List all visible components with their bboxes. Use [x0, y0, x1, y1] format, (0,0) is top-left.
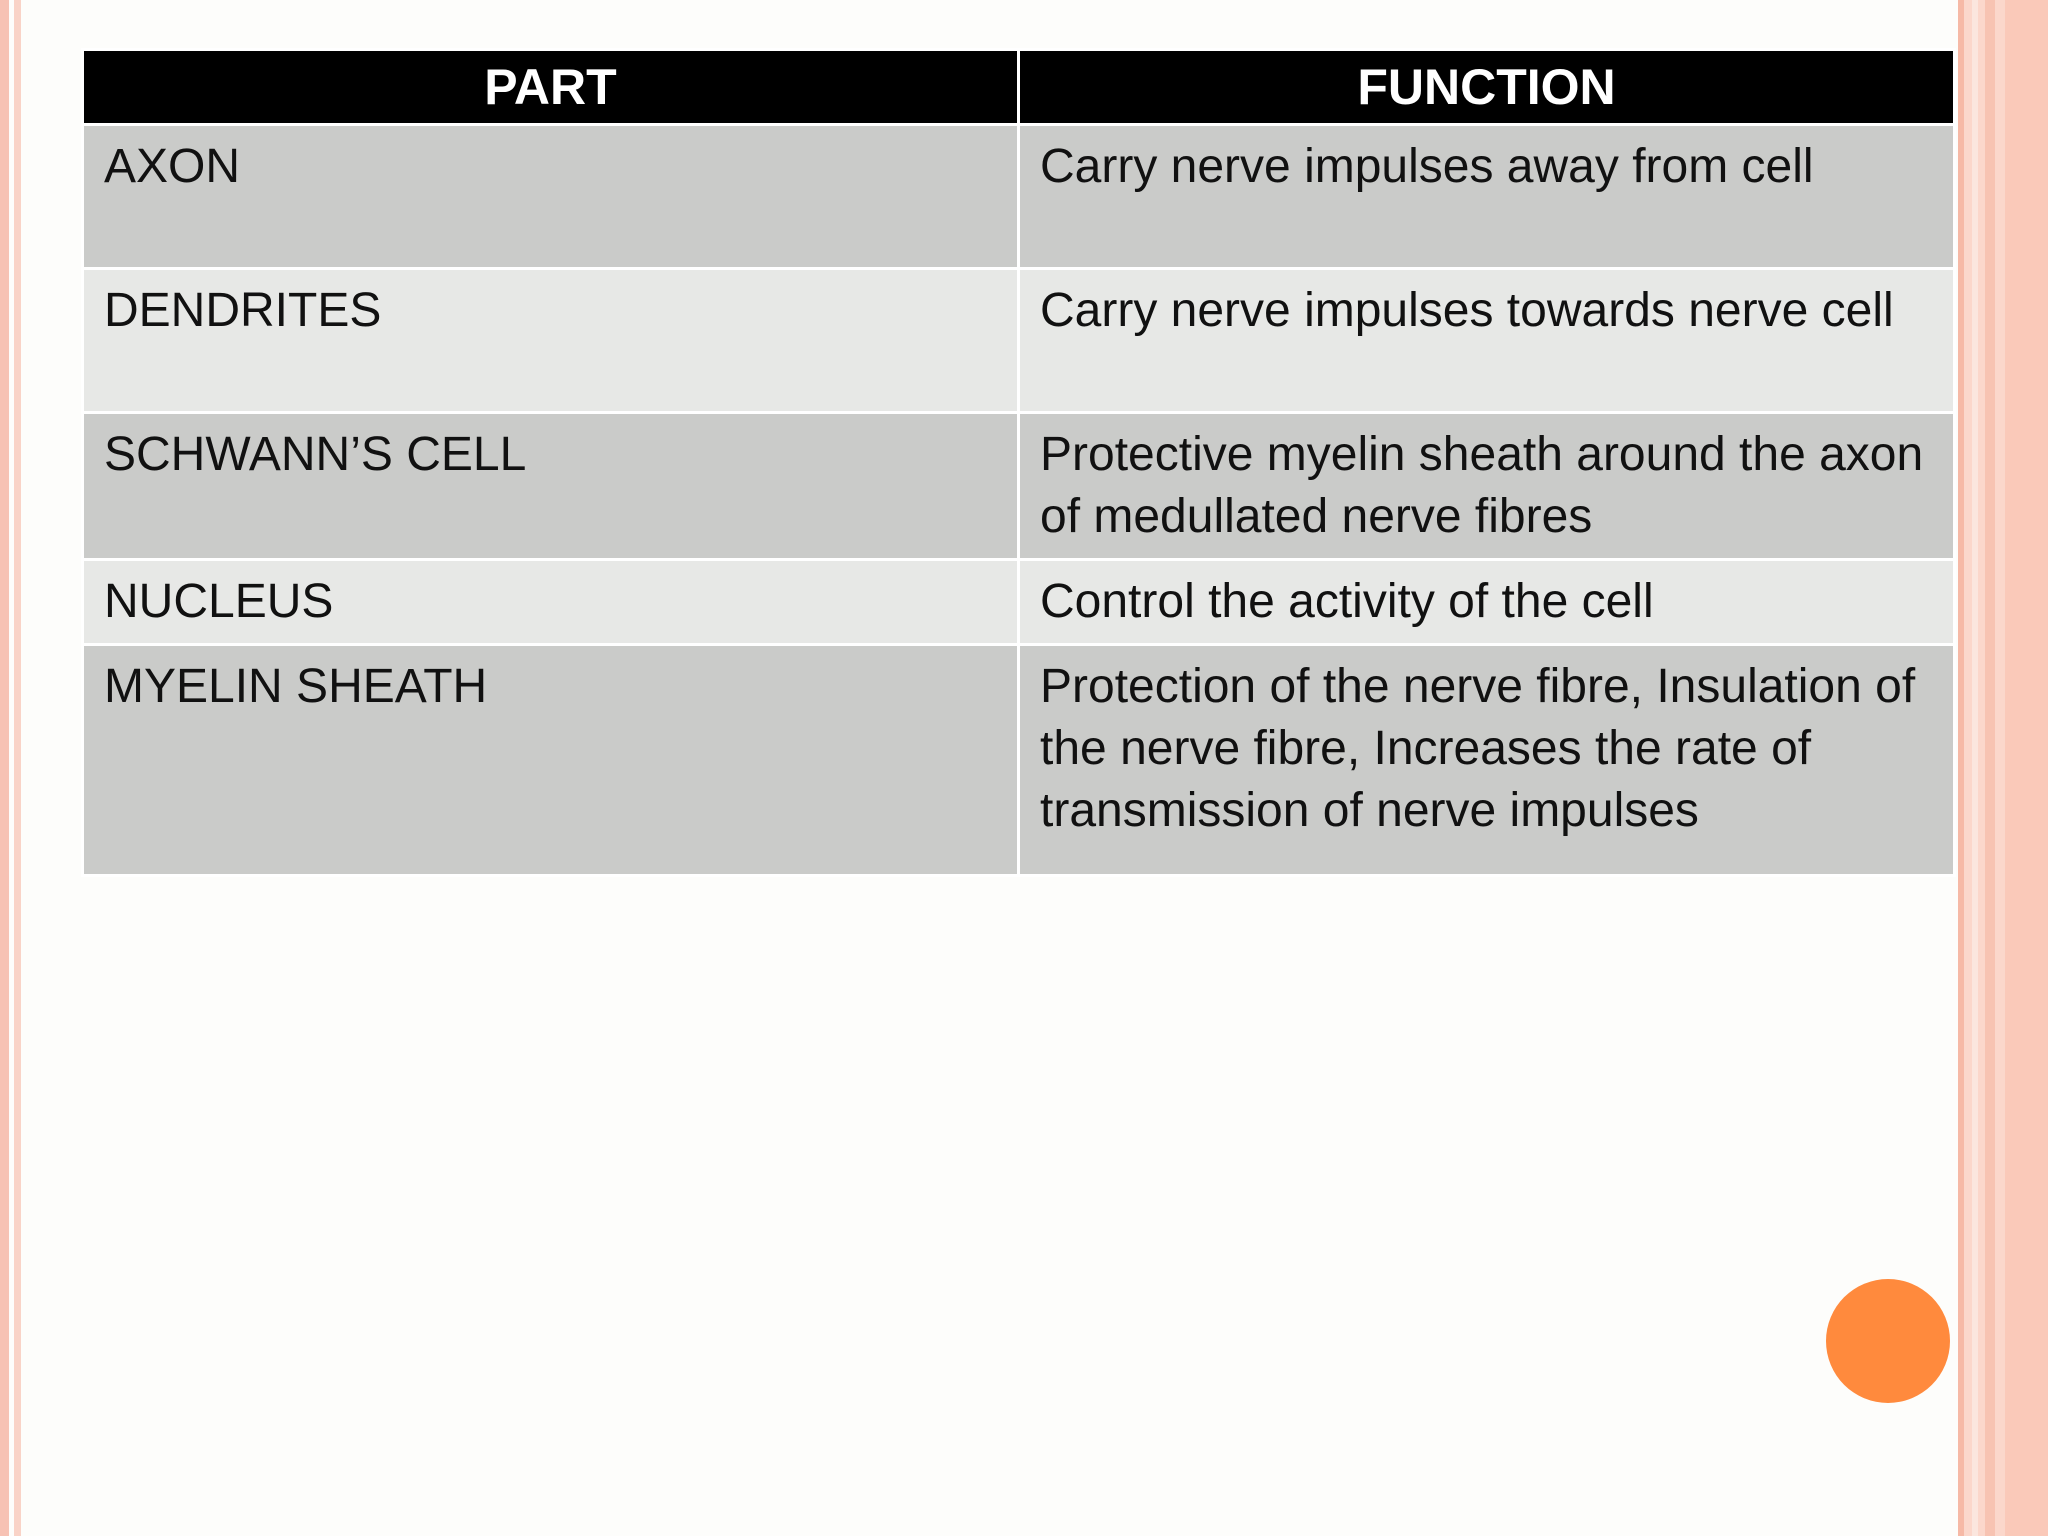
header-part: PART [84, 51, 1017, 123]
cell-function: Carry nerve impulses away from cell [1020, 126, 1953, 267]
cell-function: Protection of the nerve fibre, Insulation of the nerve fibre, Increases the rate of transmission of nerve impulses [1020, 646, 1953, 874]
cell-function: Carry nerve impulses towards nerve cell [1020, 270, 1953, 411]
cell-part: DENDRITES [84, 270, 1017, 411]
table-row [84, 126, 1953, 267]
right-border-line [1958, 0, 1964, 1536]
table-header-row [84, 51, 1953, 123]
right-border-line [2005, 0, 2048, 1536]
header-function: FUNCTION [1020, 51, 1953, 123]
cell-part: AXON [84, 126, 1017, 267]
left-border-stripe [0, 0, 9, 1536]
right-border-line [1985, 0, 1995, 1536]
cell-function: Protective myelin sheath around the axon of medullated nerve fibres [1020, 414, 1953, 558]
left-border-stripe-inner [14, 0, 21, 1536]
neuron-parts-table [81, 48, 1956, 877]
table-row [84, 561, 1953, 643]
cell-function: Control the activity of the cell [1020, 561, 1953, 643]
cell-part: NUCLEUS [84, 561, 1017, 643]
cell-part: MYELIN SHEATH [84, 646, 1017, 874]
table-row [84, 270, 1953, 411]
cell-part: SCHWANN’S CELL [84, 414, 1017, 558]
orange-circle-decoration [1826, 1279, 1950, 1403]
table-row [84, 414, 1953, 558]
table-row [84, 646, 1953, 874]
right-border-line [1972, 0, 1978, 1536]
